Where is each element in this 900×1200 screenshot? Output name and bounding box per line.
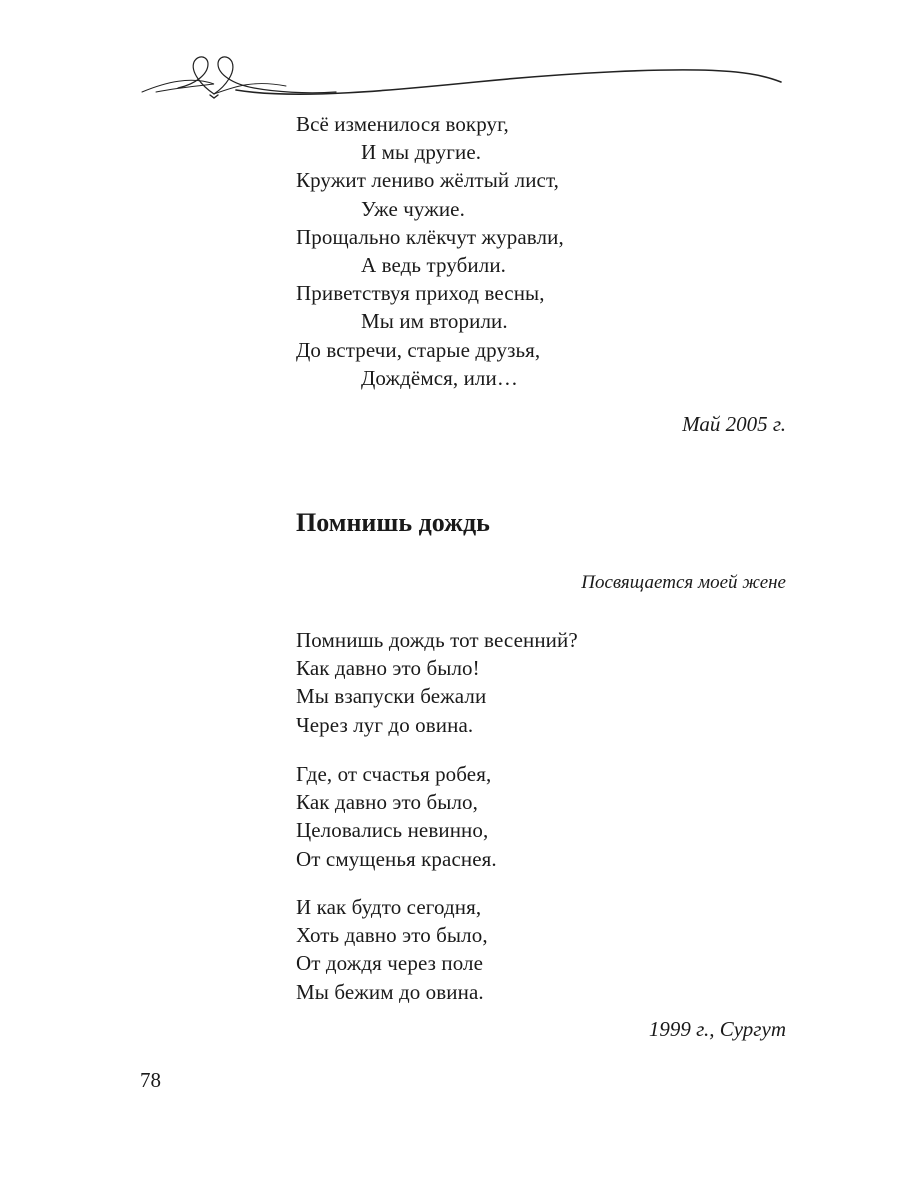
- poem-line: Мы бежим до овина.: [296, 979, 484, 1004]
- poem-line: Как давно это было!: [296, 656, 480, 681]
- page-number: 78: [140, 1068, 161, 1092]
- poem-line: Как давно это было,: [296, 790, 478, 815]
- poem-2-stanza-3: [296, 893, 488, 1006]
- poem-line: От смущенья краснея.: [296, 846, 497, 871]
- poem-2-dedication: Посвящается моей жене: [581, 572, 786, 593]
- poem-line: Прощально клёкчут журавли,: [296, 224, 564, 249]
- poem-line: И мы другие.: [361, 140, 482, 165]
- poem-line: Мы им вторили.: [361, 309, 508, 334]
- poem-line: От дождя через поле: [296, 951, 484, 976]
- poem-line: Приветствуя приход весны,: [296, 281, 545, 306]
- poem-line: Всё изменилося вокруг,: [296, 112, 509, 136]
- poem-line: И как будто сегодня,: [296, 895, 482, 919]
- flourish-divider-icon: [136, 50, 786, 110]
- poem-2-stanza-1: [296, 626, 578, 739]
- poem-line: А ведь трубили.: [361, 253, 507, 278]
- poem-1-text: [296, 110, 564, 392]
- poem-line: Мы взапуски бежали: [296, 684, 487, 709]
- poem-line: До встречи, старые друзья,: [296, 337, 541, 362]
- poem-line: Кружит лениво жёлтый лист,: [296, 168, 559, 193]
- poem-line: Хоть давно это было,: [296, 923, 488, 948]
- poem-line: Целовались невинно,: [296, 818, 489, 843]
- poem-2-stanza-2: [296, 760, 497, 873]
- poem-line: Уже чужие.: [361, 196, 465, 221]
- poem-line: Где, от счастья робея,: [296, 762, 492, 786]
- poem-line: Через луг до овина.: [296, 712, 474, 737]
- poem-line: Помнишь дождь тот весенний?: [296, 628, 578, 652]
- poem-2-title: Помнишь дождь: [296, 508, 490, 537]
- poem-1-date: Май 2005 г.: [682, 412, 786, 436]
- poem-2-date: 1999 г., Сургут: [648, 1017, 786, 1041]
- poem-line: Дождёмся, или…: [361, 365, 518, 390]
